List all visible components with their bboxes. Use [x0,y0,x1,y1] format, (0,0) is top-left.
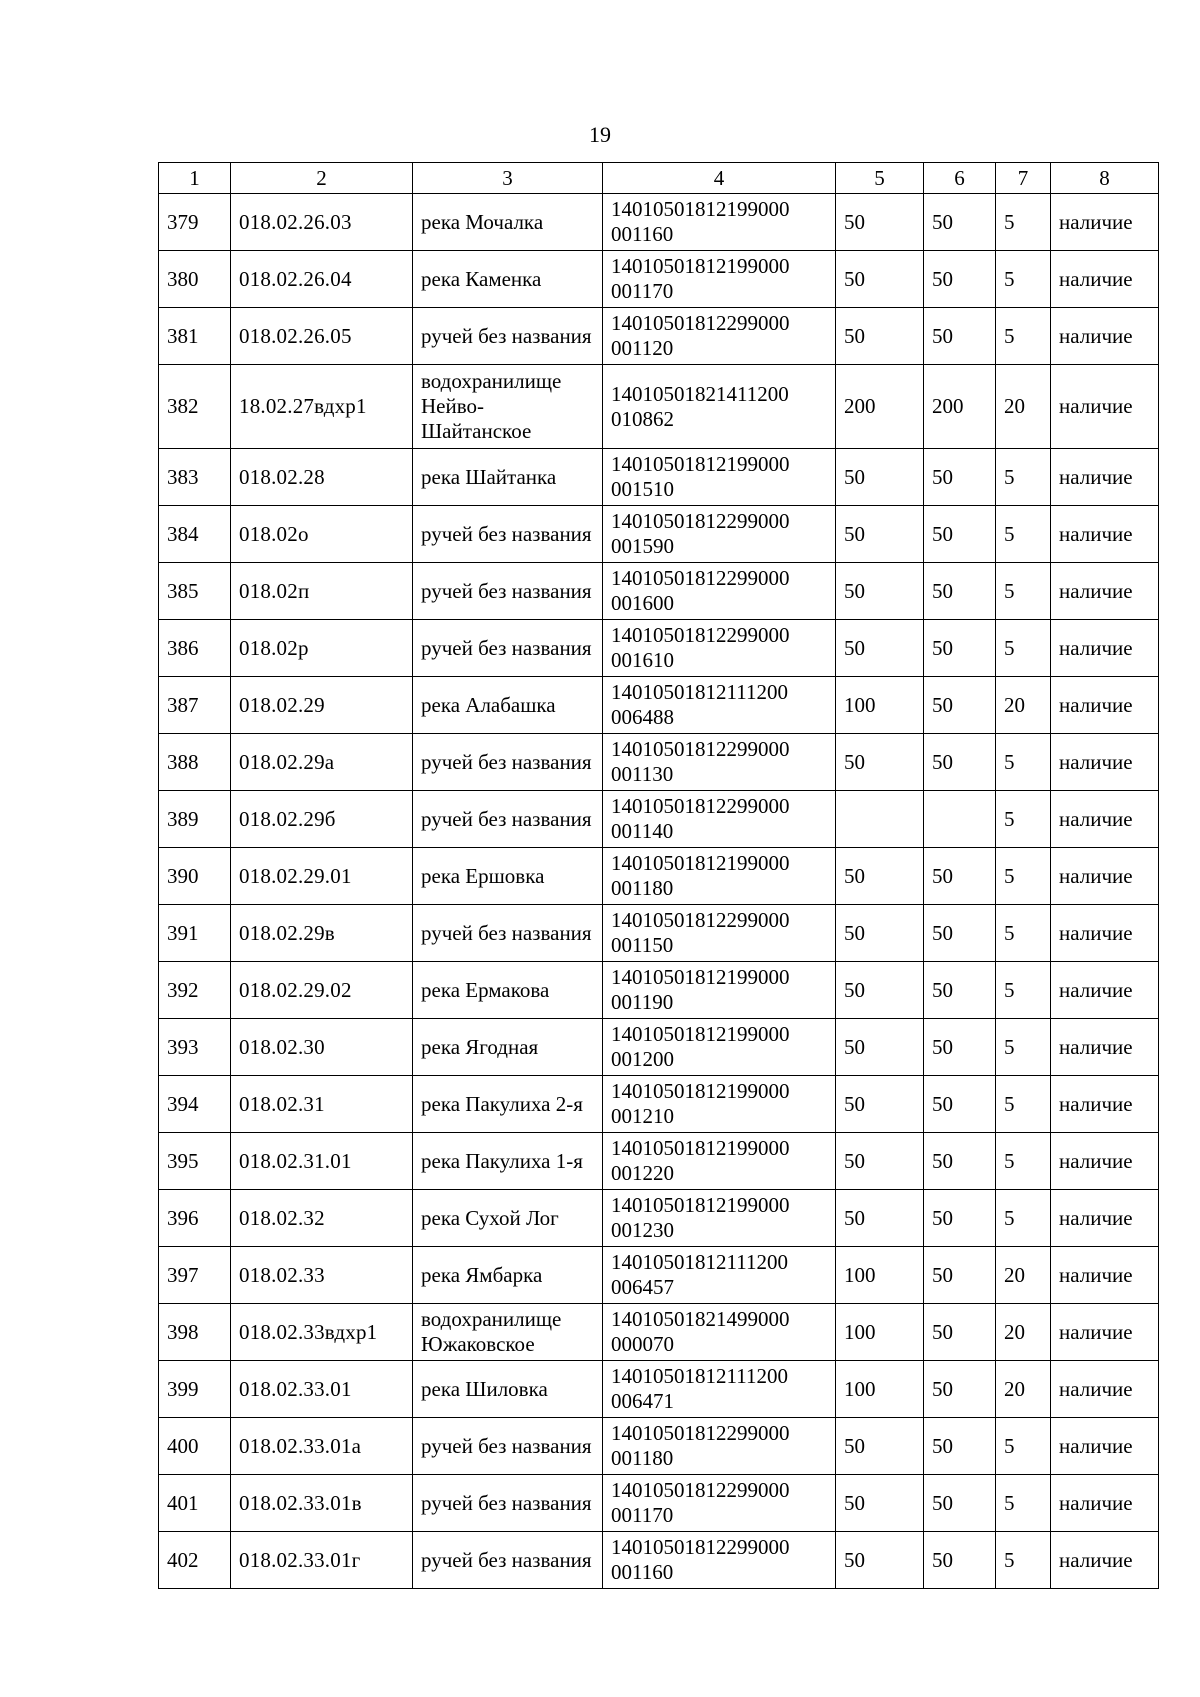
identifier-cell [603,1532,836,1589]
water-objects-table [158,162,1159,1589]
identifier-line-2: 001600 [611,591,674,615]
col6-cell: 50 [924,1247,996,1304]
col6-cell: 50 [924,563,996,620]
identifier-line-1: 14010501812199000 [611,1022,790,1046]
row-number-cell: 397 [159,1247,231,1304]
col5-cell: 50 [836,1076,924,1133]
code-cell: 018.02.33.01а [231,1418,413,1475]
col6-cell: 50 [924,194,996,251]
code-cell: 018.02.31.01 [231,1133,413,1190]
name-cell: река Мочалка [413,194,603,251]
column-header: 8 [1051,163,1159,194]
col7-cell: 5 [996,848,1051,905]
table-row [159,1076,1159,1133]
code-cell: 018.02р [231,620,413,677]
col6-cell: 50 [924,1076,996,1133]
identifier-cell [603,620,836,677]
col5-cell: 50 [836,905,924,962]
row-number-cell: 396 [159,1190,231,1247]
row-number-cell: 381 [159,308,231,365]
identifier-line-1: 14010501812199000 [611,197,790,221]
row-number-cell: 402 [159,1532,231,1589]
identifier-line-1: 14010501812111200 [611,680,788,704]
column-header: 7 [996,163,1051,194]
col5-cell: 100 [836,677,924,734]
row-number-cell: 389 [159,791,231,848]
row-number-cell: 382 [159,365,231,449]
identifier-cell [603,1076,836,1133]
status-cell: наличие [1051,677,1159,734]
status-cell: наличие [1051,251,1159,308]
col5-cell: 50 [836,734,924,791]
code-cell: 018.02.26.05 [231,308,413,365]
col7-cell: 20 [996,1247,1051,1304]
col6-cell: 200 [924,365,996,449]
col5-cell: 50 [836,1418,924,1475]
identifier-cell [603,1133,836,1190]
identifier-line-1: 14010501812299000 [611,1421,790,1445]
identifier-line-2: 001610 [611,648,674,672]
code-cell: 018.02.28 [231,449,413,506]
code-cell: 018.02.29.02 [231,962,413,1019]
identifier-line-2: 001160 [611,1560,674,1584]
name-cell: река Ягодная [413,1019,603,1076]
col7-cell: 5 [996,791,1051,848]
identifier-line-2: 001150 [611,933,674,957]
status-cell: наличие [1051,1418,1159,1475]
row-number-cell: 390 [159,848,231,905]
row-number-cell: 387 [159,677,231,734]
identifier-line-2: 001140 [611,819,674,843]
name-cell: ручей без названия [413,506,603,563]
row-number-cell: 391 [159,905,231,962]
status-cell: наличие [1051,308,1159,365]
row-number-cell: 395 [159,1133,231,1190]
identifier-line-2: 010862 [611,406,674,431]
identifier-cell [603,1304,836,1361]
identifier-cell [603,449,836,506]
col7-cell: 5 [996,962,1051,1019]
status-cell: наличие [1051,1361,1159,1418]
identifier-cell [603,251,836,308]
table-row [159,620,1159,677]
col7-cell: 5 [996,905,1051,962]
identifier-cell [603,365,836,449]
status-cell: наличие [1051,563,1159,620]
col5-cell: 50 [836,308,924,365]
col7-cell: 5 [996,1133,1051,1190]
code-cell: 018.02.33.01в [231,1475,413,1532]
status-cell: наличие [1051,1475,1159,1532]
row-number-cell: 388 [159,734,231,791]
table-row [159,1190,1159,1247]
col7-cell: 5 [996,194,1051,251]
status-cell: наличие [1051,734,1159,791]
identifier-line-2: 006457 [611,1275,674,1299]
name-cell: река Ямбарка [413,1247,603,1304]
col6-cell: 50 [924,1304,996,1361]
col7-cell: 5 [996,1190,1051,1247]
col6-cell: 50 [924,677,996,734]
table-row [159,449,1159,506]
row-number-cell: 392 [159,962,231,1019]
table-row [159,308,1159,365]
col5-cell: 100 [836,1247,924,1304]
identifier-line-1: 14010501812299000 [611,623,790,647]
code-cell: 018.02.33 [231,1247,413,1304]
col7-cell: 5 [996,251,1051,308]
table-row [159,1418,1159,1475]
col5-cell: 50 [836,962,924,1019]
col6-cell: 50 [924,449,996,506]
row-number-cell: 385 [159,563,231,620]
row-number-cell: 379 [159,194,231,251]
identifier-line-2: 001130 [611,762,674,786]
col5-cell: 100 [836,1361,924,1418]
identifier-line-2: 001120 [611,336,674,360]
column-header: 3 [413,163,603,194]
status-cell: наличие [1051,905,1159,962]
identifier-line-1: 14010501812299000 [611,509,790,533]
row-number-cell: 400 [159,1418,231,1475]
col5-cell: 50 [836,848,924,905]
identifier-line-1: 14010501812299000 [611,311,790,335]
row-number-cell: 399 [159,1361,231,1418]
table-row [159,734,1159,791]
col7-cell: 5 [996,1418,1051,1475]
status-cell: наличие [1051,848,1159,905]
identifier-cell [603,1247,836,1304]
column-header: 6 [924,163,996,194]
code-cell: 018.02.29.01 [231,848,413,905]
table-row [159,905,1159,962]
code-cell: 018.02о [231,506,413,563]
col7-cell: 5 [996,506,1051,563]
name-cell: ручей без названия [413,1475,603,1532]
col6-cell: 50 [924,962,996,1019]
identifier-line-2: 001170 [611,1503,674,1527]
identifier-line-1: 14010501812199000 [611,965,790,989]
identifier-line-2: 001230 [611,1218,674,1242]
identifier-cell [603,734,836,791]
name-cell: ручей без названия [413,620,603,677]
col7-cell: 20 [996,677,1051,734]
col6-cell: 50 [924,734,996,791]
name-cell: река Ершовка [413,848,603,905]
col5-cell: 50 [836,1019,924,1076]
status-cell: наличие [1051,1019,1159,1076]
table-row [159,1247,1159,1304]
col5-cell [836,791,924,848]
row-number-cell: 401 [159,1475,231,1532]
code-cell: 018.02.31 [231,1076,413,1133]
code-cell: 018.02.26.04 [231,251,413,308]
table-row [159,1133,1159,1190]
name-cell: ручей без названия [413,734,603,791]
identifier-line-1: 14010501812299000 [611,566,790,590]
code-cell: 018.02.29а [231,734,413,791]
identifier-cell [603,905,836,962]
name-cell: ручей без названия [413,905,603,962]
name-cell: ручей без названия [413,563,603,620]
code-cell: 018.02.29в [231,905,413,962]
col6-cell: 50 [924,1019,996,1076]
identifier-cell [603,506,836,563]
name-cell: водохранилище Южаковское [413,1304,603,1361]
identifier-line-1: 14010501812299000 [611,908,790,932]
identifier-cell [603,1190,836,1247]
identifier-cell [603,1019,836,1076]
col7-cell: 20 [996,365,1051,449]
header-row [159,163,1159,194]
identifier-line-2: 001220 [611,1161,674,1185]
status-cell: наличие [1051,1190,1159,1247]
col6-cell: 50 [924,308,996,365]
identifier-line-2: 001170 [611,279,674,303]
identifier-line-1: 14010501821411200 [611,381,789,406]
row-number-cell: 398 [159,1304,231,1361]
table-row [159,1019,1159,1076]
code-cell: 18.02.27вдхр1 [231,365,413,449]
column-header: 1 [159,163,231,194]
identifier-line-1: 14010501812199000 [611,452,790,476]
col6-cell: 50 [924,620,996,677]
table-row [159,1475,1159,1532]
col7-cell: 5 [996,563,1051,620]
name-cell: река Шайтанка [413,449,603,506]
name-cell: река Каменка [413,251,603,308]
name-cell: ручей без названия [413,1532,603,1589]
identifier-cell [603,848,836,905]
identifier-cell [603,791,836,848]
col7-cell: 5 [996,620,1051,677]
identifier-line-2: 000070 [611,1332,674,1356]
table-row [159,1304,1159,1361]
status-cell: наличие [1051,1532,1159,1589]
identifier-cell [603,962,836,1019]
identifier-line-1: 14010501812111200 [611,1364,788,1388]
col5-cell: 50 [836,1532,924,1589]
code-cell: 018.02.32 [231,1190,413,1247]
identifier-line-2: 001190 [611,990,674,1014]
status-cell: наличие [1051,1247,1159,1304]
identifier-cell [603,677,836,734]
code-cell: 018.02.29 [231,677,413,734]
identifier-line-1: 14010501812199000 [611,1193,790,1217]
identifier-line-1: 14010501812199000 [611,1079,790,1103]
col6-cell: 50 [924,1133,996,1190]
identifier-line-1: 14010501812199000 [611,1136,790,1160]
name-cell: ручей без названия [413,308,603,365]
col6-cell: 50 [924,506,996,563]
col5-cell: 50 [836,563,924,620]
col7-cell: 5 [996,1076,1051,1133]
identifier-line-2: 001210 [611,1104,674,1128]
identifier-cell [603,308,836,365]
col6-cell: 50 [924,1475,996,1532]
row-number-cell: 393 [159,1019,231,1076]
identifier-line-2: 001160 [611,222,674,246]
status-cell: наличие [1051,449,1159,506]
identifier-cell [603,1418,836,1475]
name-cell: ручей без названия [413,791,603,848]
name-cell: река Пакулиха 2-я [413,1076,603,1133]
col6-cell: 50 [924,1532,996,1589]
col7-cell: 5 [996,1532,1051,1589]
row-number-cell: 384 [159,506,231,563]
col5-cell: 50 [836,251,924,308]
identifier-line-2: 001590 [611,534,674,558]
code-cell: 018.02п [231,563,413,620]
status-cell: наличие [1051,962,1159,1019]
identifier-line-1: 14010501812299000 [611,1478,790,1502]
identifier-line-2: 001180 [611,876,674,900]
column-header: 2 [231,163,413,194]
column-header: 4 [603,163,836,194]
table-row [159,563,1159,620]
code-cell: 018.02.30 [231,1019,413,1076]
name-cell: река Шиловка [413,1361,603,1418]
col6-cell: 50 [924,1190,996,1247]
col5-cell: 100 [836,1304,924,1361]
name-cell: река Сухой Лог [413,1190,603,1247]
code-cell: 018.02.29б [231,791,413,848]
identifier-cell [603,563,836,620]
code-cell: 018.02.26.03 [231,194,413,251]
status-cell: наличие [1051,194,1159,251]
col6-cell: 50 [924,905,996,962]
col5-cell: 50 [836,1475,924,1532]
col7-cell: 5 [996,449,1051,506]
col6-cell: 50 [924,1361,996,1418]
col5-cell: 50 [836,1190,924,1247]
identifier-line-2: 001200 [611,1047,674,1071]
identifier-line-2: 001510 [611,477,674,501]
col6-cell: 50 [924,1418,996,1475]
table-row [159,194,1159,251]
col5-cell: 50 [836,194,924,251]
table-body [159,194,1159,1589]
name-cell: река Ермакова [413,962,603,1019]
table-row [159,506,1159,563]
col7-cell: 20 [996,1304,1051,1361]
col5-cell: 50 [836,1133,924,1190]
code-cell: 018.02.33.01 [231,1361,413,1418]
table-row [159,848,1159,905]
identifier-cell [603,1361,836,1418]
col7-cell: 5 [996,734,1051,791]
identifier-line-1: 14010501812299000 [611,794,790,818]
identifier-cell [603,1475,836,1532]
col5-cell: 50 [836,620,924,677]
row-number-cell: 386 [159,620,231,677]
status-cell: наличие [1051,506,1159,563]
col7-cell: 5 [996,308,1051,365]
col5-cell: 50 [836,506,924,563]
identifier-line-1: 14010501812199000 [611,851,790,875]
status-cell: наличие [1051,1133,1159,1190]
status-cell: наличие [1051,1076,1159,1133]
name-cell: ручей без названия [413,1418,603,1475]
identifier-line-1: 14010501812199000 [611,254,790,278]
identifier-line-2: 001180 [611,1446,674,1470]
col6-cell: 50 [924,251,996,308]
identifier-cell [603,194,836,251]
col5-cell: 200 [836,365,924,449]
table-row [159,365,1159,449]
col7-cell: 5 [996,1475,1051,1532]
identifier-line-1: 14010501812299000 [611,1535,790,1559]
table-row [159,1532,1159,1589]
table-row [159,962,1159,1019]
col6-cell: 50 [924,848,996,905]
status-cell: наличие [1051,620,1159,677]
identifier-line-1: 14010501812299000 [611,737,790,761]
identifier-line-2: 006471 [611,1389,674,1413]
table-row [159,251,1159,308]
row-number-cell: 380 [159,251,231,308]
status-cell: наличие [1051,365,1159,449]
row-number-cell: 383 [159,449,231,506]
row-number-cell: 394 [159,1076,231,1133]
code-cell: 018.02.33вдхр1 [231,1304,413,1361]
col7-cell: 20 [996,1361,1051,1418]
identifier-line-2: 006488 [611,705,674,729]
identifier-line-1: 14010501821499000 [611,1307,790,1331]
table-row [159,1361,1159,1418]
name-cell: водохранилище Нейво-Шайтанское [413,365,603,449]
col7-cell: 5 [996,1019,1051,1076]
name-cell: река Пакулиха 1-я [413,1133,603,1190]
status-cell: наличие [1051,791,1159,848]
table-row [159,791,1159,848]
column-header: 5 [836,163,924,194]
table-row [159,677,1159,734]
page-number: 19 [589,122,611,147]
code-cell: 018.02.33.01г [231,1532,413,1589]
col5-cell: 50 [836,449,924,506]
status-cell: наличие [1051,1304,1159,1361]
name-cell: река Алабашка [413,677,603,734]
identifier-line-1: 14010501812111200 [611,1250,788,1274]
col6-cell [924,791,996,848]
